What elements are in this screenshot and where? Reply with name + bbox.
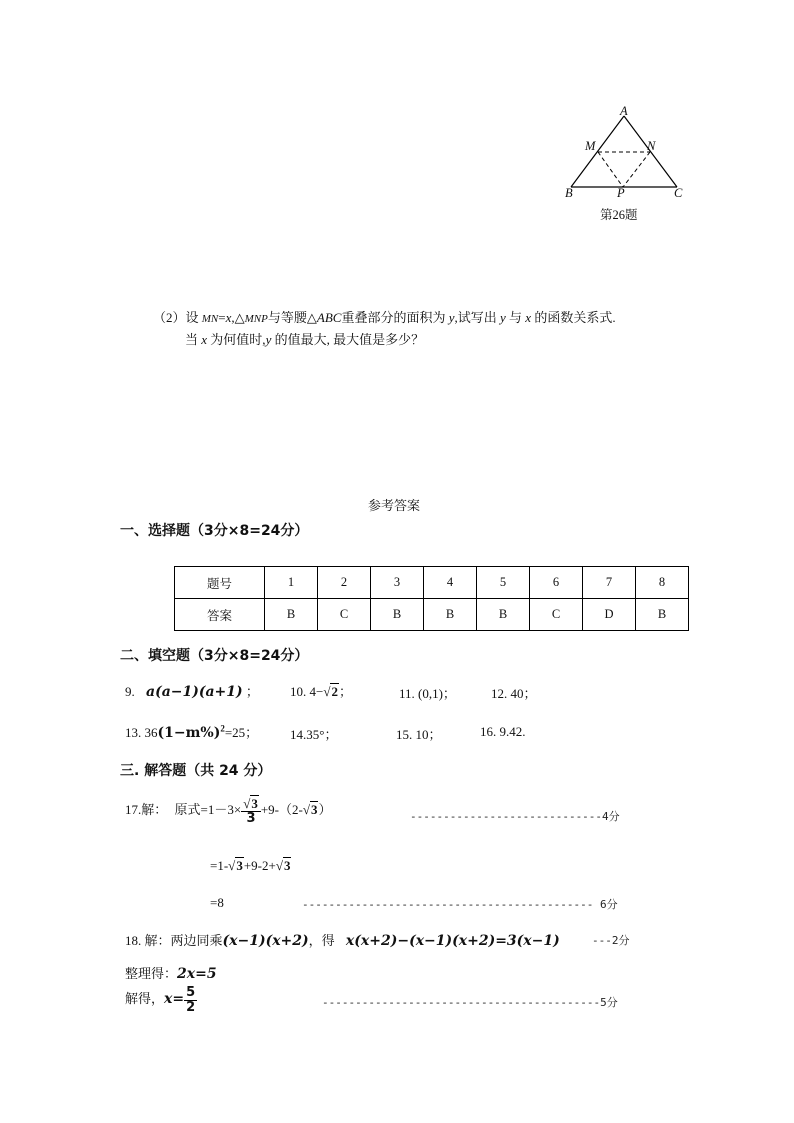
label-p: P bbox=[617, 186, 625, 200]
table-cell: C bbox=[530, 599, 583, 631]
answers-title: 参考答案 bbox=[368, 498, 421, 513]
table-cell: 2 bbox=[318, 567, 371, 599]
table-cell: B bbox=[265, 599, 318, 631]
answer-q15: 15. 10； bbox=[396, 727, 442, 742]
table-cell: 答案 bbox=[175, 599, 265, 631]
problem-part2-line1: （2）设 MN=x,△MNP与等腰△ABC重叠部分的面积为 y,试写出 y 与 x 的函数关系式. bbox=[153, 310, 616, 325]
answer-q12: 12. 40； bbox=[491, 686, 537, 701]
label-c: C bbox=[674, 186, 683, 200]
section2-heading: 二、填空题（3分×8=24分） bbox=[120, 648, 309, 664]
answer-q18-line3: 解得，x= $\frac{5}{2}$ bbox=[125, 985, 196, 1015]
answer-q14: 14.35°； bbox=[290, 727, 338, 742]
score-marker: ------------------------------------------5分 bbox=[322, 996, 618, 1009]
answer-q11: 11. (0,1)； bbox=[399, 686, 456, 701]
table-cell: 8 bbox=[636, 567, 689, 599]
table-cell: B bbox=[424, 599, 477, 631]
answer-q17-line3: =8 bbox=[210, 895, 224, 910]
segment-np bbox=[623, 152, 650, 187]
side-ab bbox=[571, 116, 624, 187]
answer-q18-line2: 整理得：2x=5 bbox=[125, 966, 217, 982]
label-a: A bbox=[620, 104, 628, 118]
problem-part2-line2: 当 x 为何值时,y 的值最大, 最大值是多少？ bbox=[185, 332, 425, 347]
segment-mp bbox=[598, 152, 623, 187]
table-cell: C bbox=[318, 599, 371, 631]
score-marker: ---2分 bbox=[592, 934, 630, 947]
answer-q17-line1: 17.解： 原式=1－3× $\frac{√3}{3}$ +9-（2-√3） bbox=[125, 796, 332, 826]
table-cell: 3 bbox=[371, 567, 424, 599]
score-marker: -------------------------------------------- 6分 bbox=[302, 898, 618, 911]
table-cell: 4 bbox=[424, 567, 477, 599]
table-cell: D bbox=[583, 599, 636, 631]
section3-heading: 三. 解答题（共 24 分） bbox=[120, 763, 272, 779]
answer-q17-line2: =1-√3+9-2+√3 bbox=[210, 858, 291, 873]
answer-q10: 10. 4−√2； bbox=[290, 684, 352, 699]
fraction: $\frac{5}{2}$ bbox=[186, 985, 196, 1015]
table-cell: B bbox=[477, 599, 530, 631]
answer-q18-line1: 18. 解：两边同乘(x−1)(x+2)，得 x(x+2)−(x−1)(x+2)=3(x−1) bbox=[125, 933, 560, 949]
figure-caption: 第26题 bbox=[600, 208, 638, 222]
table-cell: 7 bbox=[583, 567, 636, 599]
section1-heading: 一、选择题（3分×8=24分） bbox=[120, 523, 309, 539]
table-cell: B bbox=[636, 599, 689, 631]
table-row bbox=[175, 599, 689, 631]
fraction: $\frac{√3}{3}$ bbox=[241, 797, 261, 825]
label-b: B bbox=[565, 186, 573, 200]
table-cell: 6 bbox=[530, 567, 583, 599]
table-row bbox=[175, 567, 689, 599]
table-cell: B bbox=[371, 599, 424, 631]
answer-q9: 9. a(a−1)(a+1) ； bbox=[125, 684, 259, 700]
answer-q16: 16. 9.42. bbox=[480, 724, 526, 739]
label-m: M bbox=[585, 139, 596, 153]
table-cell: 5 bbox=[477, 567, 530, 599]
label-n: N bbox=[647, 139, 656, 153]
table-cell: 题号 bbox=[175, 567, 265, 599]
answer-q13: 13. $36(1-m\%)^2=25$； bbox=[125, 723, 259, 741]
table-cell: 1 bbox=[265, 567, 318, 599]
score-marker: -----------------------------4分 bbox=[410, 810, 620, 823]
answer-table bbox=[174, 566, 689, 631]
